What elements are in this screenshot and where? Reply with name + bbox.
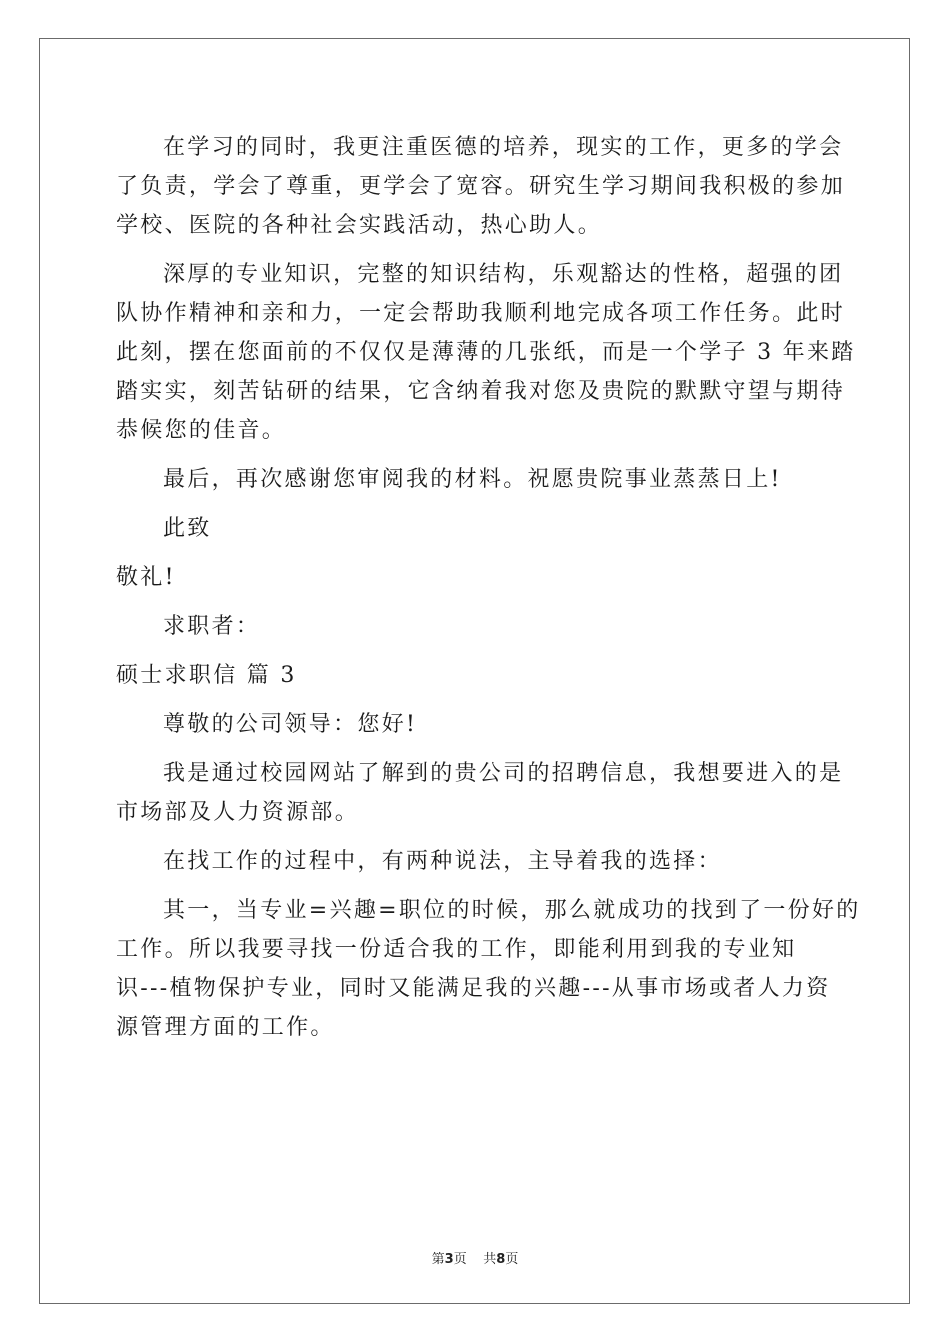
- text-line: 源管理方面的工作。: [116, 1015, 335, 1040]
- salutation-open: [116, 509, 836, 548]
- text-line: 学校、医院的各种社会实践活动，热心助人。: [116, 213, 603, 238]
- page-total: 8: [496, 1252, 506, 1267]
- closing-wish: [116, 460, 836, 499]
- text-line: 其一，当专业=兴趣=职位的时候，那么就成功的找到了一份好的: [163, 898, 861, 923]
- text-line: 此刻，摆在您面前的不仅仅是薄薄的几张纸，而是一个学子 3 年来踏: [116, 340, 856, 365]
- text-line: 深厚的专业知识，完整的知识结构，乐观豁达的性格，超强的团: [163, 262, 844, 287]
- paragraph: [116, 842, 836, 881]
- total-unit: 页: [505, 1252, 519, 1267]
- paragraph: [116, 754, 844, 832]
- text-line: 恭候您的佳音。: [116, 418, 287, 443]
- text-line: 我是通过校园网站了解到的贵公司的招聘信息，我想要进入的是: [163, 761, 844, 786]
- text-line: 踏实实，刻苦钻研的结果，它含纳着我对您及贵院的默默守望与期待: [116, 379, 846, 404]
- page-current: 3: [444, 1252, 454, 1267]
- text-line: 最后，再次感谢您审阅我的材料。祝愿贵院事业蒸蒸日上!: [163, 467, 782, 492]
- text-line: 硕士求职信 篇 3: [116, 663, 297, 688]
- text-line: 求职者：: [163, 614, 261, 639]
- text-line: 敬礼!: [116, 565, 176, 590]
- text-line: 工作。所以我要寻找一份适合我的工作，即能利用到我的专业知: [116, 937, 797, 962]
- greeting: [116, 705, 836, 744]
- section-title: [116, 656, 836, 695]
- page-footer: [0, 1248, 950, 1267]
- text-line: 尊敬的公司领导：您好!: [163, 712, 418, 737]
- text-line: 队协作精神和亲和力，一定会帮助我顺利地完成各项工作任务。此时: [116, 301, 846, 326]
- text-line: 识---植物保护专业，同时又能满足我的兴趣---从事市场或者人力资: [116, 976, 831, 1001]
- signature-label: [116, 607, 836, 646]
- text-line: 在学习的同时，我更注重医德的培养，现实的工作，更多的学会: [163, 135, 844, 160]
- page-prefix: 第: [431, 1252, 445, 1267]
- text-line: 了负责，学会了尊重，更学会了宽容。研究生学习期间我积极的参加: [116, 174, 846, 199]
- document-body: [116, 128, 861, 1047]
- paragraph: [116, 891, 861, 1047]
- total-prefix: 共: [483, 1252, 497, 1267]
- text-line: 市场部及人力资源部。: [116, 800, 360, 825]
- page-unit: 页: [453, 1252, 467, 1267]
- text-line: 在找工作的过程中，有两种说法，主导着我的选择：: [163, 849, 722, 874]
- paragraph: [116, 255, 856, 450]
- paragraph: [116, 128, 846, 245]
- text-line: 此致: [163, 516, 212, 541]
- salutation-close: [116, 558, 836, 597]
